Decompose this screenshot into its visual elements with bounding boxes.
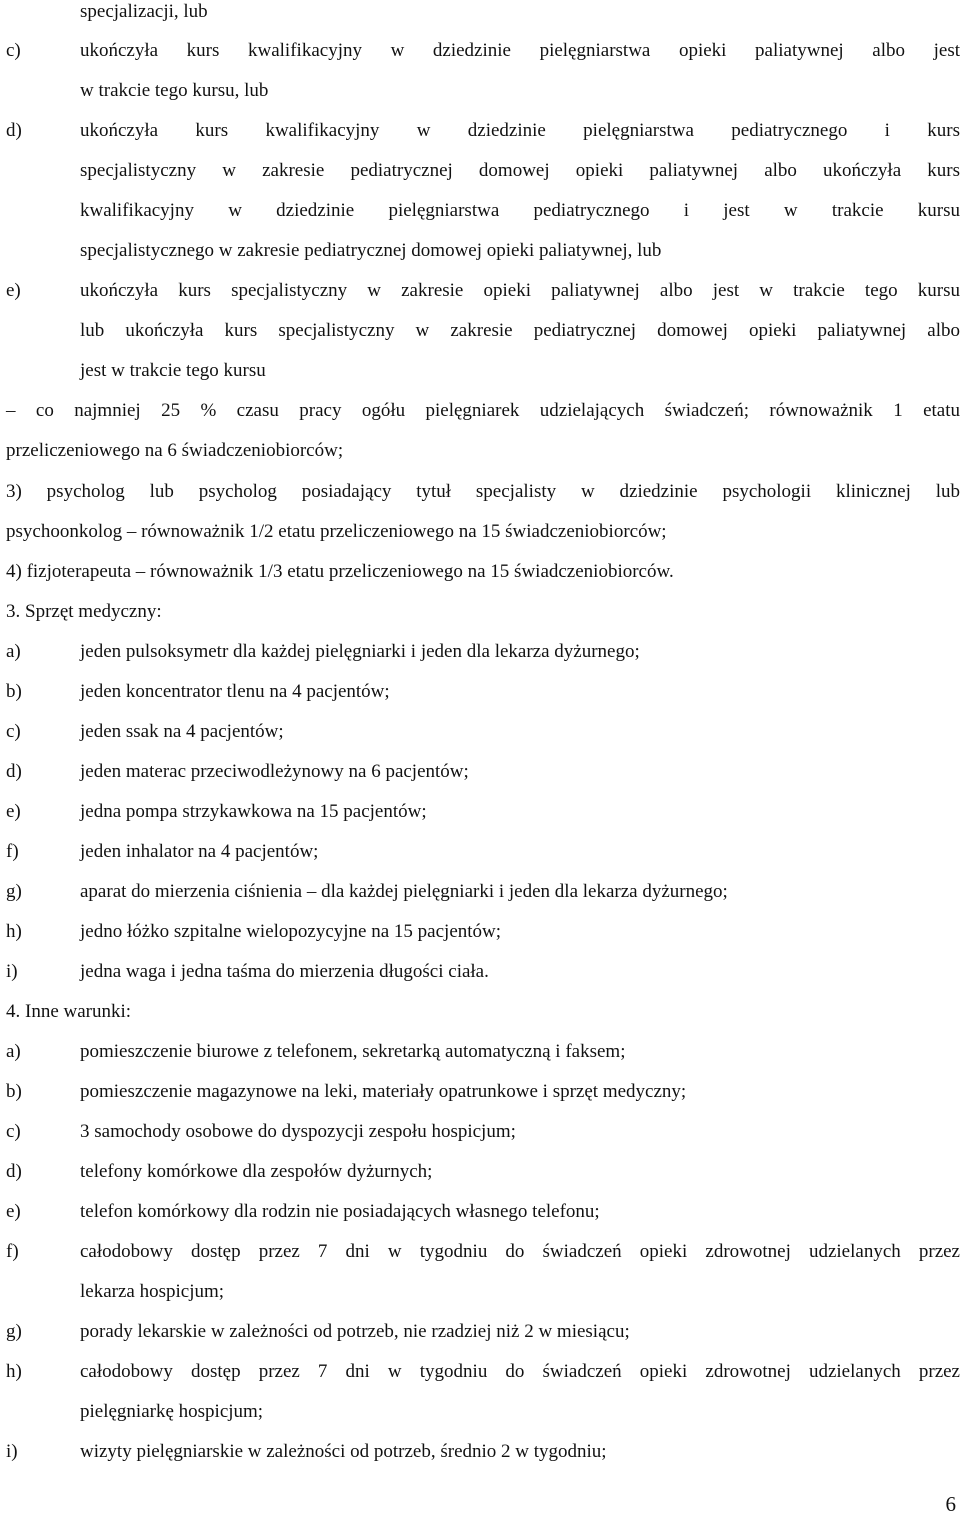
line-text: 3. Sprzęt medyczny: — [6, 601, 162, 622]
list-label: f) — [6, 1241, 19, 1262]
list-label: h) — [6, 921, 22, 942]
list-label: i) — [6, 1441, 18, 1462]
line-text: w trakcie tego kursu, lub — [80, 80, 269, 101]
line-text: 3 samochody osobowe do dyspozycji zespołu hospicjum; — [80, 1121, 516, 1142]
line-text: specjalistycznego w zakresie pediatrycznej domowej opieki paliatywnej, lub — [80, 240, 662, 261]
list-label: a) — [6, 641, 21, 662]
line-text: specjalistyczny w zakresie pediatrycznej domowej opieki paliatywnej albo ukończyła kurs — [80, 160, 960, 181]
line-text: wizyty pielęgniarskie w zależności od potrzeb, średnio 2 w tygodniu; — [80, 1441, 607, 1462]
line-text: ukończyła kurs specjalistyczny w zakresie opieki paliatywnej albo jest w trakcie tego kursu — [80, 280, 960, 301]
line-text: telefony komórkowe dla zespołów dyżurnych; — [80, 1161, 433, 1182]
line-text: 4. Inne warunki: — [6, 1001, 132, 1022]
line-text: pomieszczenie biurowe z telefonem, sekretarką automatyczną i faksem; — [80, 1041, 626, 1062]
line-text: jest w trakcie tego kursu — [80, 360, 266, 381]
line-text: telefon komórkowy dla rodzin nie posiadających własnego telefonu; — [80, 1201, 600, 1222]
line-text: porady lekarskie w zależności od potrzeb, nie rzadziej niż 2 w miesiącu; — [80, 1321, 630, 1342]
line-text: jeden pulsoksymetr dla każdej pielęgniarki i jeden dla lekarza dyżurnego; — [80, 641, 640, 662]
line-text: specjalizacji, lub — [80, 1, 208, 22]
line-text: jedna pompa strzykawkowa na 15 pacjentów; — [80, 801, 427, 822]
list-label: a) — [6, 1041, 21, 1062]
page-number: 6 — [945, 1492, 956, 1516]
list-label: f) — [6, 841, 19, 862]
line-text: kwalifikacyjny w dziedzinie pielęgniarstwa pediatrycznego i jest w trakcie kursu — [80, 200, 960, 221]
list-label: d) — [6, 1161, 22, 1182]
list-label: b) — [6, 1081, 22, 1102]
line-text: jeden materac przeciwodleżynowy na 6 pacjentów; — [80, 761, 469, 782]
line-text: przeliczeniowego na 6 świadczeniobiorców; — [6, 440, 344, 461]
line-text: pielęgniarkę hospicjum; — [80, 1401, 264, 1422]
line-text: jeden ssak na 4 pacjentów; — [80, 721, 284, 742]
line-text: jeden inhalator na 4 pacjentów; — [80, 841, 319, 862]
line-text: lekarza hospicjum; — [80, 1281, 225, 1302]
line-text: jedna waga i jedna taśma do mierzenia długości ciała. — [80, 961, 489, 982]
list-label: d) — [6, 120, 22, 141]
list-label: e) — [6, 1201, 21, 1222]
list-label: e) — [6, 280, 21, 301]
list-label: b) — [6, 681, 22, 702]
line-text: jeden koncentrator tlenu na 4 pacjentów; — [80, 681, 390, 702]
line-text: lub ukończyła kurs specjalistyczny w zakresie pediatrycznej domowej opieki paliatywnej albo — [80, 320, 960, 341]
list-label: h) — [6, 1361, 22, 1382]
list-label: d) — [6, 761, 22, 782]
line-text: całodobowy dostęp przez 7 dni w tygodniu do świadczeń opieki zdrowotnej udzielanych przez — [80, 1241, 960, 1262]
line-text: ukończyła kurs kwalifikacyjny w dziedzinie pielęgniarstwa pediatrycznego i kurs — [80, 120, 960, 141]
line-text: psychoonkolog – równoważnik 1/2 etatu przeliczeniowego na 15 świadczeniobiorców; — [6, 521, 667, 542]
list-label: g) — [6, 1321, 22, 1342]
line-text: całodobowy dostęp przez 7 dni w tygodniu do świadczeń opieki zdrowotnej udzielanych przez — [80, 1361, 960, 1382]
line-text: ukończyła kurs kwalifikacyjny w dziedzinie pielęgniarstwa opieki paliatywnej albo jest — [80, 40, 960, 61]
list-label: c) — [6, 721, 21, 742]
line-text: – co najmniej 25 % czasu pracy ogółu pielęgniarek udzielających świadczeń; równoważnik 1 etatu — [6, 400, 960, 421]
list-label: c) — [6, 1121, 21, 1142]
line-text: 4) fizjoterapeuta – równoważnik 1/3 etatu przeliczeniowego na 15 świadczeniobiorców. — [6, 561, 674, 582]
list-label: g) — [6, 881, 22, 902]
list-label: c) — [6, 40, 21, 61]
list-label: i) — [6, 961, 18, 982]
line-text: 3) psycholog lub psycholog posiadający tytuł specjalisty w dziedzinie psychologii klinicznej lub — [6, 481, 960, 502]
line-text: jedno łóżko szpitalne wielopozycyjne na 15 pacjentów; — [80, 921, 502, 942]
line-text: aparat do mierzenia ciśnienia – dla każdej pielęgniarki i jeden dla lekarza dyżurnego; — [80, 881, 728, 902]
list-label: e) — [6, 801, 21, 822]
line-text: pomieszczenie magazynowe na leki, materiały opatrunkowe i sprzęt medyczny; — [80, 1081, 687, 1102]
